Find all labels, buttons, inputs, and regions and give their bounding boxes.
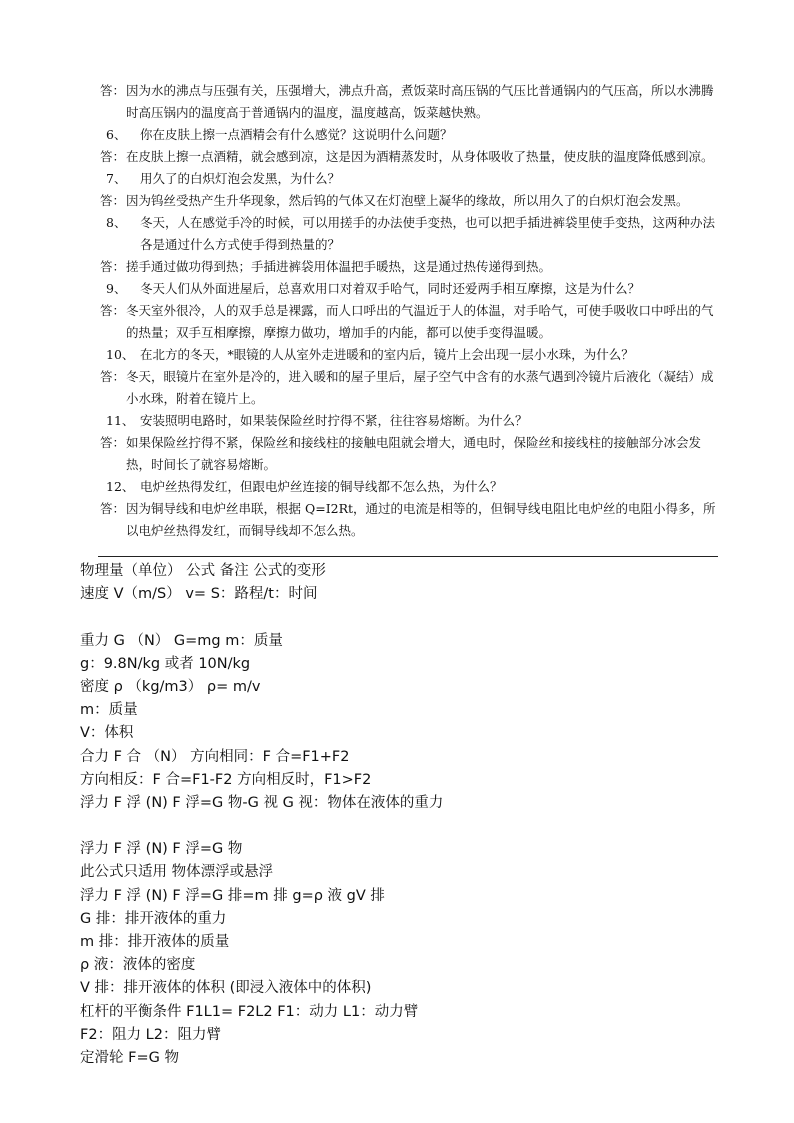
answer-label: 答： [100, 303, 126, 318]
answer-text: 因为钨丝受热产生升华现象，然后钨的气体又在灯泡壁上凝华的缘故，所以用久了的白炽灯泡会发黑。 [126, 193, 689, 208]
question-number: 11、 [106, 413, 135, 428]
answer-text: 因为铜导线和电炉丝串联，根据 Q=I2Rt，通过的电流是相等的，但铜导线电阻比电炉丝的电阻小得多，所以电炉丝热得发红，而铜导线却不怎么热。 [126, 501, 716, 538]
answer-label: 答： [100, 259, 126, 274]
formula-line: 浮力 F 浮 (N) F 浮=G 排=m 排 g=ρ 液 gV 排 [80, 887, 385, 904]
question-item [100, 124, 720, 146]
answer-label: 答： [100, 501, 126, 516]
formula-line: F2：阻力 L2：阻力臂 [80, 1026, 221, 1043]
question-item [100, 212, 720, 256]
formula-line: 重力 G （N） G=mg m：质量 [80, 632, 283, 649]
answer-text: 在皮肤上擦一点酒精，就会感到凉，这是因为酒精蒸发时，从身体吸收了热量，使皮肤的温度降低感到凉。 [126, 149, 714, 164]
formula-line: 浮力 F 浮 (N) F 浮=G 物 [80, 841, 243, 858]
answer-item [100, 366, 720, 410]
formula-section [80, 560, 740, 1070]
question-number: 6、 [106, 127, 127, 142]
answer-item [100, 432, 720, 476]
question-number: 8、 [106, 215, 127, 230]
question-number: 9、 [106, 281, 127, 296]
question-item [100, 476, 720, 498]
formula-line: 方向相反：F 合=F1-F2 方向相反时，F1>F2 [80, 771, 372, 788]
question-text: 用久了的白炽灯泡会发黑，为什么？ [140, 171, 341, 186]
answer-text: 如果保险丝拧得不紧，保险丝和接线柱的接触电阻就会增大，通电时，保险丝和接线柱的接触部分冰会发热，时间长了就容易熔断。 [126, 435, 702, 472]
section-divider [98, 556, 718, 557]
answer-item [100, 190, 720, 212]
answer-text: 冬天，眼镜片在室外是冷的，进入暖和的屋子里后，屋子空气中含有的水蒸气遇到冷镜片后液化（凝结）成小水珠，附着在镜片上。 [126, 369, 714, 406]
question-number: 10、 [106, 347, 135, 362]
answer-item [100, 498, 720, 542]
formula-line: 物理量（单位） 公式 备注 公式的变形 [80, 563, 326, 579]
answer-label: 答： [100, 83, 126, 98]
answer-text: 搓手通过做功得到热；手插进裤袋用体温把手暖热，这是通过热传递得到热。 [126, 259, 552, 274]
formula-line: 速度 V（m/S） v= S：路程/t：时间 [80, 586, 318, 603]
formula-line: 此公式只适用 物体漂浮或悬浮 [80, 864, 274, 881]
formula-line: ρ 液：液体的密度 [80, 957, 196, 974]
formula-line: G 排：排开液体的重力 [80, 910, 227, 927]
answer-label: 答： [100, 149, 126, 164]
formula-line: 杠杆的平衡条件 F1L1= F2L2 F1：动力 L1：动力臂 [80, 1003, 419, 1020]
answer-item [100, 80, 720, 124]
formula-line: 定滑轮 F=G 物 [80, 1049, 179, 1066]
formula-line: g：9.8N/kg 或者 10N/kg [80, 655, 251, 672]
answer-text: 冬天室外很冷，人的双手总是裸露，而人口呼出的气温近于人的体温，对手哈气，可使手吸收口中呼出的气的热量；双手互相摩擦，摩擦力做功，增加手的内能，都可以使手变得温暖。 [126, 303, 714, 340]
question-text: 在北方的冬天，*眼镜的人从室外走进暖和的室内后，镜片上会出现一层小水珠，为什么？ [140, 347, 634, 362]
answer-text: 因为水的沸点与压强有关，压强增大，沸点升高，煮饭菜时高压锅的气压比普通锅内的气压高，所以水沸腾时高压锅内的温度高于普通锅内的温度，温度越高，饭菜越快熟。 [126, 83, 714, 120]
qa-section [100, 80, 720, 542]
question-text: 你在皮肤上擦一点酒精会有什么感觉？这说明什么问题？ [140, 127, 453, 142]
question-item [100, 278, 720, 300]
question-text: 电炉丝热得发红，但跟电炉丝连接的铜导线都不怎么热，为什么？ [140, 479, 503, 494]
formula-line: m 排：排开液体的质量 [80, 934, 230, 950]
question-number: 12、 [106, 479, 135, 494]
question-item [100, 168, 720, 190]
formula-line: V：体积 [80, 725, 134, 742]
answer-item [100, 300, 720, 344]
formula-line: 合力 F 合 （N） 方向相同：F 合=F1+F2 [80, 748, 350, 765]
formula-line: m：质量 [80, 702, 138, 719]
question-item [100, 410, 720, 432]
formula-line: 浮力 F 浮 (N) F 浮=G 物-G 视 G 视：物体在液体的重力 [80, 794, 444, 811]
question-text: 安装照明电路时，如果装保险丝时拧得不紧，往往容易熔断。为什么？ [140, 413, 528, 428]
question-text: 冬天，人在感觉手冷的时候，可以用搓手的办法使手变热，也可以把手插进裤袋里使手变热，这两种办法各是通过什么方式使手得到热量的？ [140, 215, 716, 252]
answer-item [100, 256, 720, 278]
blank-line [80, 815, 740, 838]
formula-line: 密度 ρ （kg/m3） ρ= m/v [80, 678, 261, 695]
question-item [100, 344, 720, 366]
question-number: 7、 [106, 171, 127, 186]
answer-label: 答： [100, 193, 126, 208]
question-text: 冬天人们从外面进屋后，总喜欢用口对着双手哈气，同时还爱两手相互摩擦，这是为什么？ [140, 281, 641, 296]
answer-label: 答： [100, 435, 126, 450]
formula-line: V 排：排开液体的体积 (即浸入液体中的体积) [80, 980, 372, 997]
answer-item [100, 146, 720, 168]
blank-line [80, 606, 740, 629]
answer-label: 答： [100, 369, 126, 384]
